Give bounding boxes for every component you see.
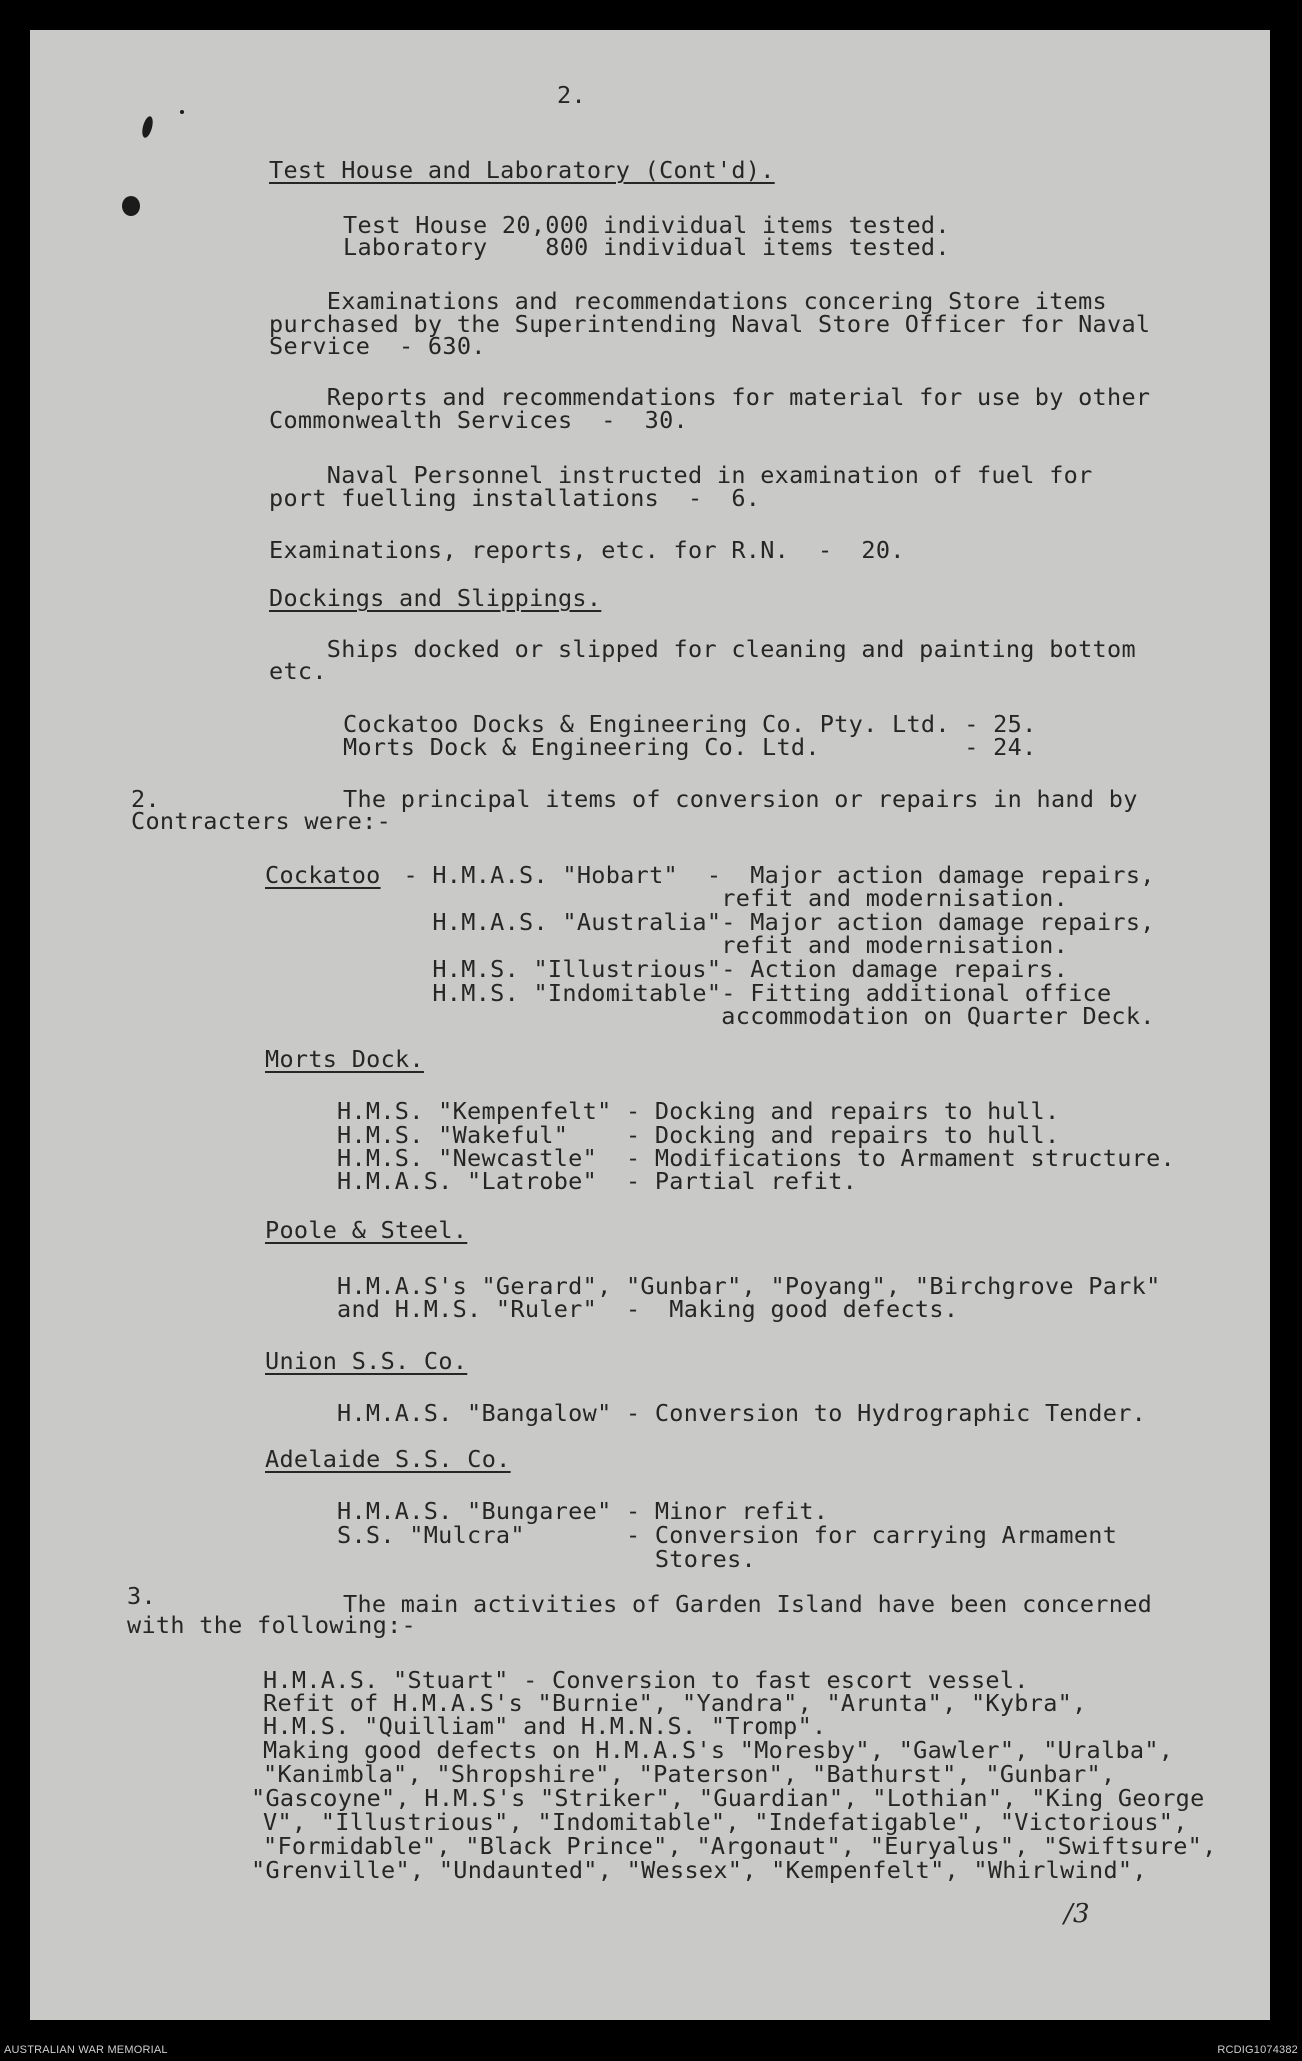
- ink-blot: [122, 196, 140, 216]
- text-line: Reports and recommendations for material for use by other: [269, 383, 1151, 411]
- text-line: H.M.A.S's "Gerard", "Gunbar", "Poyang", "Birchgrove Park": [337, 1272, 1161, 1300]
- text-line: "Grenville", "Undaunted", "Wessex", "Kempenfelt", "Whirlwind",: [251, 1856, 1147, 1884]
- section-heading-poole-steel: Poole & Steel.: [265, 1216, 468, 1244]
- text-line: Stores.: [337, 1545, 756, 1573]
- text-line: H.M.S. "Wakeful" - Docking and repairs to hull.: [337, 1121, 1060, 1149]
- text-line: H.M.A.S. "Stuart" - Conversion to fast escort vessel.: [263, 1666, 1029, 1694]
- text-line: Cockatoo Docks & Engineering Co. Pty. Ltd. - 25.: [343, 710, 1037, 738]
- text-line: refit and modernisation.: [389, 931, 1069, 959]
- section-heading-morts-dock: Morts Dock.: [265, 1045, 424, 1073]
- text-line: H.M.A.S. "Bangalow" - Conversion to Hydrographic Tender.: [337, 1399, 1147, 1427]
- text-line: with the following:-: [127, 1611, 416, 1639]
- text-line: "Kanimbla", "Shropshire", "Paterson", "Bathurst", "Gunbar",: [263, 1760, 1116, 1788]
- text-line: Making good defects on H.M.A.S's "Moresby", "Gawler", "Uralba",: [263, 1736, 1174, 1764]
- text-line: H.M.S. "Illustrious"- Action damage repairs.: [389, 955, 1069, 983]
- text-line: Test House 20,000 individual items tested.: [343, 211, 950, 239]
- page-number: 2.: [557, 81, 586, 109]
- continuation-mark: /3: [1064, 1899, 1090, 1929]
- section-heading-test-house: Test House and Laboratory (Cont'd).: [269, 156, 775, 184]
- section-heading-adelaide-ss: Adelaide S.S. Co.: [265, 1445, 511, 1473]
- text-line: Commonwealth Services - 30.: [269, 406, 688, 434]
- item-number: 3.: [127, 1582, 156, 1610]
- text-line: accommodation on Quarter Deck.: [389, 1002, 1155, 1030]
- text-line: - H.M.A.S. "Hobart" - Major action damage repairs,: [389, 861, 1155, 889]
- footer-archive-name: AUSTRALIAN WAR MEMORIAL: [4, 2044, 168, 2056]
- item-number: 2.: [131, 785, 160, 813]
- text-line: Examinations, reports, etc. for R.N. - 20.: [269, 536, 905, 564]
- section-heading-cockatoo: Cockatoo: [265, 861, 381, 889]
- text-line: Ships docked or slipped for cleaning and painting bottom: [269, 635, 1136, 663]
- text-line: The principal items of conversion or repairs in hand by: [343, 785, 1138, 813]
- text-line: and H.M.S. "Ruler" - Making good defects.: [337, 1295, 959, 1323]
- text-line: The main activities of Garden Island have been concerned: [343, 1590, 1153, 1618]
- text-line: H.M.A.S. "Latrobe" - Partial refit.: [337, 1167, 858, 1195]
- text-line: port fuelling installations - 6.: [269, 484, 761, 512]
- text-line: Naval Personnel instructed in examination of fuel for: [269, 461, 1093, 489]
- text-line: Morts Dock & Engineering Co. Ltd. - 24.: [343, 733, 1037, 761]
- text-line: H.M.A.S. "Bungaree" - Minor refit.: [337, 1497, 829, 1525]
- text-line: Refit of H.M.A.S's "Burnie", "Yandra", "Arunta", "Kybra",: [263, 1689, 1087, 1717]
- text-line: H.M.S. "Indomitable"- Fitting additional office: [389, 979, 1112, 1007]
- text-line: etc.: [269, 657, 327, 685]
- text-line: H.M.S. "Newcastle" - Modifications to Armament structure.: [337, 1144, 1175, 1172]
- text-line: "Gascoyne", H.M.S's "Striker", "Guardian", "Lothian", "King George: [251, 1784, 1205, 1812]
- text-line: H.M.A.S. "Australia"- Major action damage repairs,: [389, 908, 1155, 936]
- text-line: S.S. "Mulcra" - Conversion for carrying Armament: [337, 1521, 1118, 1549]
- text-line: Contracters were:-: [131, 807, 392, 835]
- text-line: Examinations and recommendations concering Store items: [269, 287, 1107, 315]
- text-line: Laboratory 800 individual items tested.: [343, 233, 950, 261]
- text-line: H.M.S. "Kempenfelt" - Docking and repairs to hull.: [337, 1097, 1060, 1125]
- text-line: refit and modernisation.: [389, 884, 1069, 912]
- text-line: Service - 630.: [269, 332, 486, 360]
- text-line: H.M.S. "Quilliam" and H.M.N.S. "Tromp".: [263, 1712, 827, 1740]
- text-line: "Formidable", "Black Prince", "Argonaut", "Euryalus", "Swiftsure",: [263, 1832, 1217, 1860]
- document-page: [30, 30, 1270, 2020]
- section-heading-dockings: Dockings and Slippings.: [269, 584, 602, 612]
- footer-record-id: RCDIG1074382: [1217, 2044, 1298, 2056]
- section-heading-union-ss: Union S.S. Co.: [265, 1347, 468, 1375]
- ink-blot: [140, 115, 154, 139]
- ink-blot: [180, 110, 184, 114]
- text-line: V", "Illustrious", "Indomitable", "Indefatigable", "Victorious",: [263, 1808, 1188, 1836]
- text-line: purchased by the Superintending Naval Store Officer for Naval: [269, 310, 1151, 338]
